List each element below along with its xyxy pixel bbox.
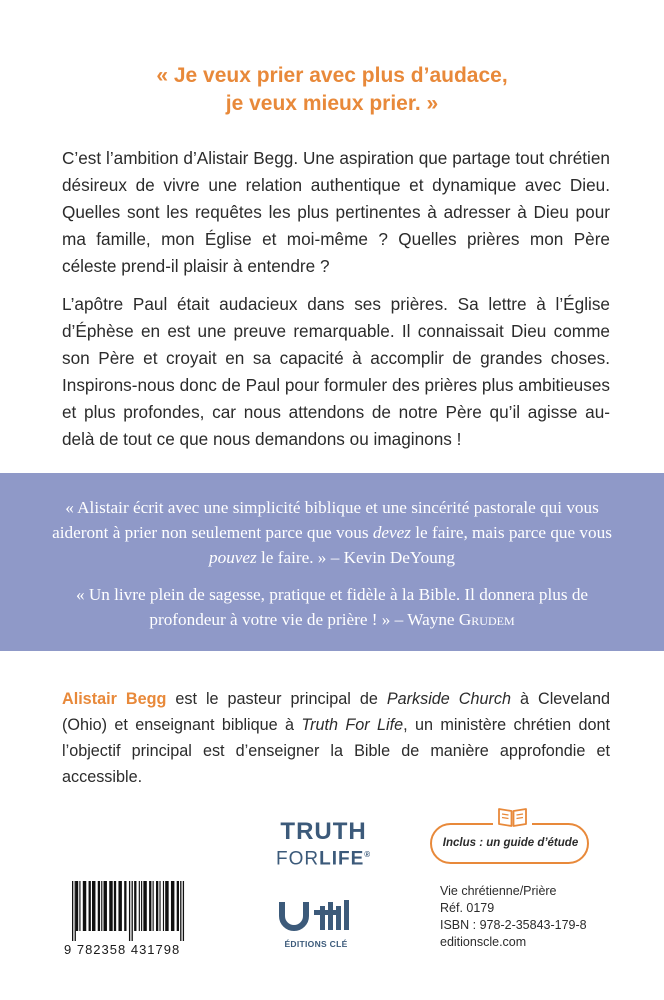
meta-site: editionscle.com xyxy=(440,935,527,949)
barcode-bar xyxy=(180,881,181,941)
barcode-bar xyxy=(134,881,136,931)
barcode-bar xyxy=(76,881,78,931)
description-paragraph-2: L’apôtre Paul était audacieux dans ses prières. Sa lettre à l’Église d’Éphèse en est une preuve remarquable. Il connaissait Dieu comme son Père et croyait en sa capacité à accomplir de grandes choses. Inspirons-nous donc de Paul pour formuler des prières plus ambitieuses et plus profondes, car nous attendons de notre Père qu’il agisse au-delà de tout ce que nous demandons ou imaginons ! xyxy=(62,294,610,449)
headline-line-2: je veux mieux prier. » xyxy=(225,92,439,115)
author-name: Alistair Begg xyxy=(62,690,167,708)
barcode-bar xyxy=(104,881,107,931)
barcode-bar xyxy=(153,881,154,931)
barcode-bar xyxy=(83,881,86,931)
meta-isbn: ISBN : 978-2-35843-179-8 xyxy=(440,918,587,932)
description-paragraph-1: C’est l’ambition d’Alistair Begg. Une aspiration que partage tout chrétien désireux de vivre une relation authentique et dynamique avec Dieu. Quelles sont les requêtes les plus pertinentes à adresser à Dieu pour ma famille, mon Église et moi-même ? Quelles prières mon Père céleste prend-il plaisir à entendre ? xyxy=(62,148,610,276)
headline-line-1: « Je veux prier avec plus d’audace, xyxy=(156,64,508,87)
barcode-bar xyxy=(79,881,80,931)
barcode-bar xyxy=(139,881,140,931)
barcode-bar xyxy=(171,881,174,931)
barcode-bar xyxy=(163,881,164,931)
endorsement-grudem: « Un livre plein de sagesse, pratique et fidèle à la Bible. Il donnera plus de profondeur à votre vie de prière ! » – Wayne Grudem xyxy=(75,585,589,629)
meta-category: Vie chrétienne/Prière xyxy=(440,884,557,898)
barcode-bar xyxy=(72,881,73,941)
barcode-bar xyxy=(132,881,133,941)
barcode-bar xyxy=(129,881,130,941)
barcode-bar xyxy=(141,881,142,931)
headline-quote xyxy=(0,62,664,118)
barcode-bar xyxy=(143,881,146,931)
barcode-bar xyxy=(156,881,158,931)
barcode-bar xyxy=(92,881,95,931)
open-book-icon xyxy=(493,806,532,828)
barcode-bar xyxy=(109,881,112,931)
barcode-bar xyxy=(165,881,168,931)
barcode-bar xyxy=(177,881,179,931)
barcode-bar xyxy=(183,881,184,941)
barcode-bar xyxy=(124,881,126,931)
barcode-bar xyxy=(89,881,91,931)
barcode-bar xyxy=(159,881,160,931)
author-bio: Alistair Begg est le pasteur principal de Parkside Church à Cleveland (Ohio) et enseignant biblique à Truth For Life, un ministère chrétien dont l’objectif principal est d’enseigner la Bible de manière approfondie et accessible. xyxy=(62,690,610,786)
endorsement-deyoung: « Alistair écrit avec une simplicité biblique et une sincérité pastorale qui vous aideront à prier non seulement parce que vous devez le faire, mais parce que vous pouvez le faire. » – Kevin DeYoung xyxy=(52,498,612,567)
barcode-bar xyxy=(98,881,100,931)
barcode-bar xyxy=(114,881,116,931)
book-metadata xyxy=(440,883,587,951)
truth-for-life-logo: TRUTH FORLIFE® xyxy=(276,818,372,870)
barcode-digits: 9 782358 431798 xyxy=(64,942,181,957)
meta-ref: Réf. 0179 xyxy=(440,901,495,915)
barcode-bar xyxy=(149,881,151,931)
barcode-bar xyxy=(118,881,121,931)
barcode-bar xyxy=(75,881,76,941)
study-guide-label: Inclus : un guide d’étude xyxy=(442,837,579,849)
editions-cle-logo: ÉDITIONS CLÉ xyxy=(276,898,356,949)
barcode-bar xyxy=(101,881,102,931)
